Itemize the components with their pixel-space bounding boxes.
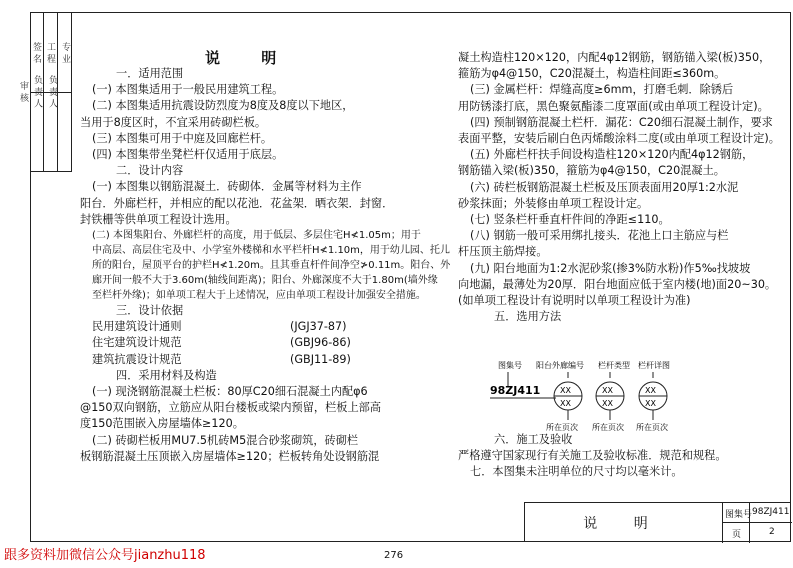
- page-label: 页: [732, 530, 742, 540]
- left-small-text: [80, 228, 455, 303]
- atlas-no-label: 图集号: [725, 510, 753, 520]
- page-number: 276: [384, 550, 404, 561]
- circle-text: XX: [560, 386, 571, 395]
- left-tail: [80, 368, 455, 465]
- text-line: (六) 砖栏板钢筋混凝土栏板及压顶表面用20厚1:2水泥: [470, 180, 739, 194]
- section-heading: 二．设计内容: [116, 164, 184, 178]
- title-block-row: [722, 523, 792, 543]
- page-title: 说 明: [205, 49, 295, 67]
- reference-name: 住宅建筑设计规范: [92, 336, 182, 350]
- text-line: 砂浆抹面；外装修由单项工程设计定。: [458, 196, 649, 210]
- text-line: 向地漏，最薄处为20厚．阳台地面应低于室内楼(地)面20~30。: [458, 277, 777, 291]
- signature-strip: [18, 12, 72, 172]
- text-line: 至栏杆外缘)；如单项工程大于上述情况，应由单项工程设计加强安全措施。: [92, 290, 426, 302]
- text-line: (九) 阳台地面为1:2水泥砂浆(掺3%防水粉)作5‰找坡坡: [470, 261, 751, 275]
- reference-item: [80, 335, 455, 351]
- strip-cell: 签 名: [31, 41, 41, 63]
- text-line: 七．本图集未注明单位的尺寸均以毫米计。: [470, 465, 683, 479]
- section-heading: 五．选用方法: [494, 310, 562, 324]
- strip-cell: 审 核: [18, 81, 28, 102]
- reference-item: [80, 352, 455, 368]
- right-column: [458, 50, 783, 325]
- right-tail: [458, 432, 783, 481]
- text-line: (二) 本图集适用抗震设防烈度为8度及8度以下地区，: [92, 99, 354, 113]
- diagram-label: 栏杆类型: [598, 361, 630, 370]
- text-line: (一) 现浇钢筋混凝土栏板：80厚C20细石混凝土内配φ6: [92, 385, 368, 399]
- text-line: 当用于8度区时，不宜采用砖砌栏板。: [80, 115, 267, 129]
- diagram-label: 栏杆详图: [638, 361, 670, 370]
- title-block: [524, 502, 791, 542]
- section-heading: 三．设计依据: [116, 304, 184, 318]
- atlas-no-value: 98ZJ411: [752, 507, 790, 517]
- left-column: [80, 50, 455, 465]
- text-line: (四) 预制钢筋混凝土栏杆．漏花：C20细石混凝土制作，要求: [470, 115, 773, 129]
- right-tail-column: [458, 432, 783, 481]
- text-line: (八) 钢筋一般可采用绑扎接头．花池上口主筋应与栏: [470, 229, 729, 243]
- text-line: 廊开间一般不大于3.60m(轴线间距离)；阳台、外廊深度不大于1.80m(墙外缘: [92, 275, 438, 287]
- text-line: (五) 外廊栏杆扶手间设构造柱120×120内配4φ12钢筋，: [470, 148, 754, 162]
- text-line: 中高层、高层住宅及中、小学室外楼梯和水平栏杆H≮1.10m，用于幼儿园、托儿: [92, 245, 450, 257]
- circle-text: XX: [602, 399, 613, 408]
- text-line: 表面平整，安装后刷白色丙烯酸涂料二度(或由单项工程设计定)。: [458, 132, 780, 146]
- text-line: (一) 本图集适用于一般民用建筑工程。: [92, 83, 284, 97]
- diagram-sublabel: 所在页次: [592, 423, 624, 432]
- reference-item: [80, 319, 455, 335]
- strip-cell: 负 责 人: [32, 75, 42, 108]
- text-line: @150双向钢筋，立筋应从阳台楼板或梁内预留，栏板上部高: [80, 401, 382, 415]
- text-line: (如单项工程设计有说明时以单项工程设计为准): [458, 294, 691, 308]
- circle-text: XX: [560, 399, 571, 408]
- text-line: 钢筋锚入梁(板)350，箍筋为φ4@150，C20混凝土。: [458, 164, 725, 178]
- page-value: 2: [769, 527, 775, 537]
- right-lines: [458, 50, 783, 325]
- circle-text: XX: [645, 386, 656, 395]
- title-block-row: [722, 503, 792, 523]
- diagram-code: 98ZJ411: [490, 384, 541, 397]
- reference-name: 民用建筑设计通则: [92, 320, 182, 334]
- reference-code: (JGJ37-87): [290, 320, 347, 334]
- text-line: (四) 本图集带坐凳栏杆仅适用于底层。: [92, 148, 284, 162]
- text-line: (七) 竖条栏杆垂直杆件间的净距≤110。: [470, 213, 670, 227]
- text-line: 所的阳台，屋顶平台的护栏H≮1.20m。且其垂直杆件间净空≯0.11m。阳台、外: [92, 260, 451, 272]
- section-heading: 六．施工及验收: [494, 433, 573, 446]
- text-line: 杆压顶主筋焊接。: [458, 245, 548, 259]
- strip-divider: [30, 92, 71, 93]
- text-line: (三) 金属栏杆：焊缝高度≥6mm，打磨毛刺．除锈后: [470, 83, 734, 97]
- text-line: (二) 砖砌栏板用MU7.5机砖M5混合砂浆砌筑，砖砌栏: [92, 433, 359, 447]
- strip-cell: 负 责 人: [47, 75, 57, 108]
- text-line: 阳台．外廊栏杆，并相应的配以花池．花盆架．晒衣架．封窗．: [80, 196, 394, 210]
- text-line: 封铁栅等供单项工程设计选用。: [80, 212, 237, 226]
- text-line: 凝土构造柱120×120，内配4φ12钢筋，钢筋锚入梁(板)350，: [458, 51, 771, 64]
- circle-text: XX: [602, 386, 613, 395]
- diagram-label: 图集号: [498, 361, 522, 370]
- text-line: (一) 本图集以钢筋混凝土．砖砌体．金属等材料为主作: [92, 180, 362, 194]
- strip-cell: 工 程: [45, 41, 55, 63]
- watermark-text: 跟多资料加微信公众号jianzhu118: [4, 548, 206, 563]
- reference-name: 建筑抗震设计规范: [92, 352, 182, 366]
- reference-list: [80, 319, 455, 368]
- text-line: 用防锈漆打底，黑色聚氨酯漆二度罩面(或由单项工程设计定)。: [458, 99, 769, 113]
- left-lines: [80, 66, 455, 228]
- section-heading: 一．适用范围: [116, 67, 184, 80]
- reference-code: (GBJ11-89): [290, 352, 351, 366]
- reference-code: (GBJ96-86): [290, 336, 351, 350]
- text-line: 度150范围嵌入房屋墙体≥120。: [80, 417, 244, 431]
- strip-cell: 专 业: [60, 41, 70, 63]
- text-line: 严格遵守国家现行有关施工及验收标准．规范和规程。: [458, 449, 727, 463]
- text-line: 板钢筋混凝土压顶嵌入房屋墙体≥120；栏板转角处设钢筋混: [80, 449, 380, 463]
- section-heading: 四．采用材料及构造: [116, 368, 217, 382]
- circle-text: XX: [645, 399, 656, 408]
- text-line: (三) 本图集可用于中庭及回廊栏杆。: [92, 131, 273, 145]
- diagram-sublabel: 所在页次: [636, 423, 668, 432]
- text-line: 箍筋为φ4@150，C20混凝土，构造柱间距≤360m。: [458, 67, 726, 81]
- title-block-title: 说 明: [583, 515, 664, 532]
- text-line: (二) 本图集阳台、外廊栏杆的高度，用于低层、多层住宅H≮1.05m；用于: [92, 230, 421, 242]
- diagram-label: 阳台外廊编号: [536, 361, 584, 370]
- diagram-sublabel: 所在页次: [546, 423, 578, 432]
